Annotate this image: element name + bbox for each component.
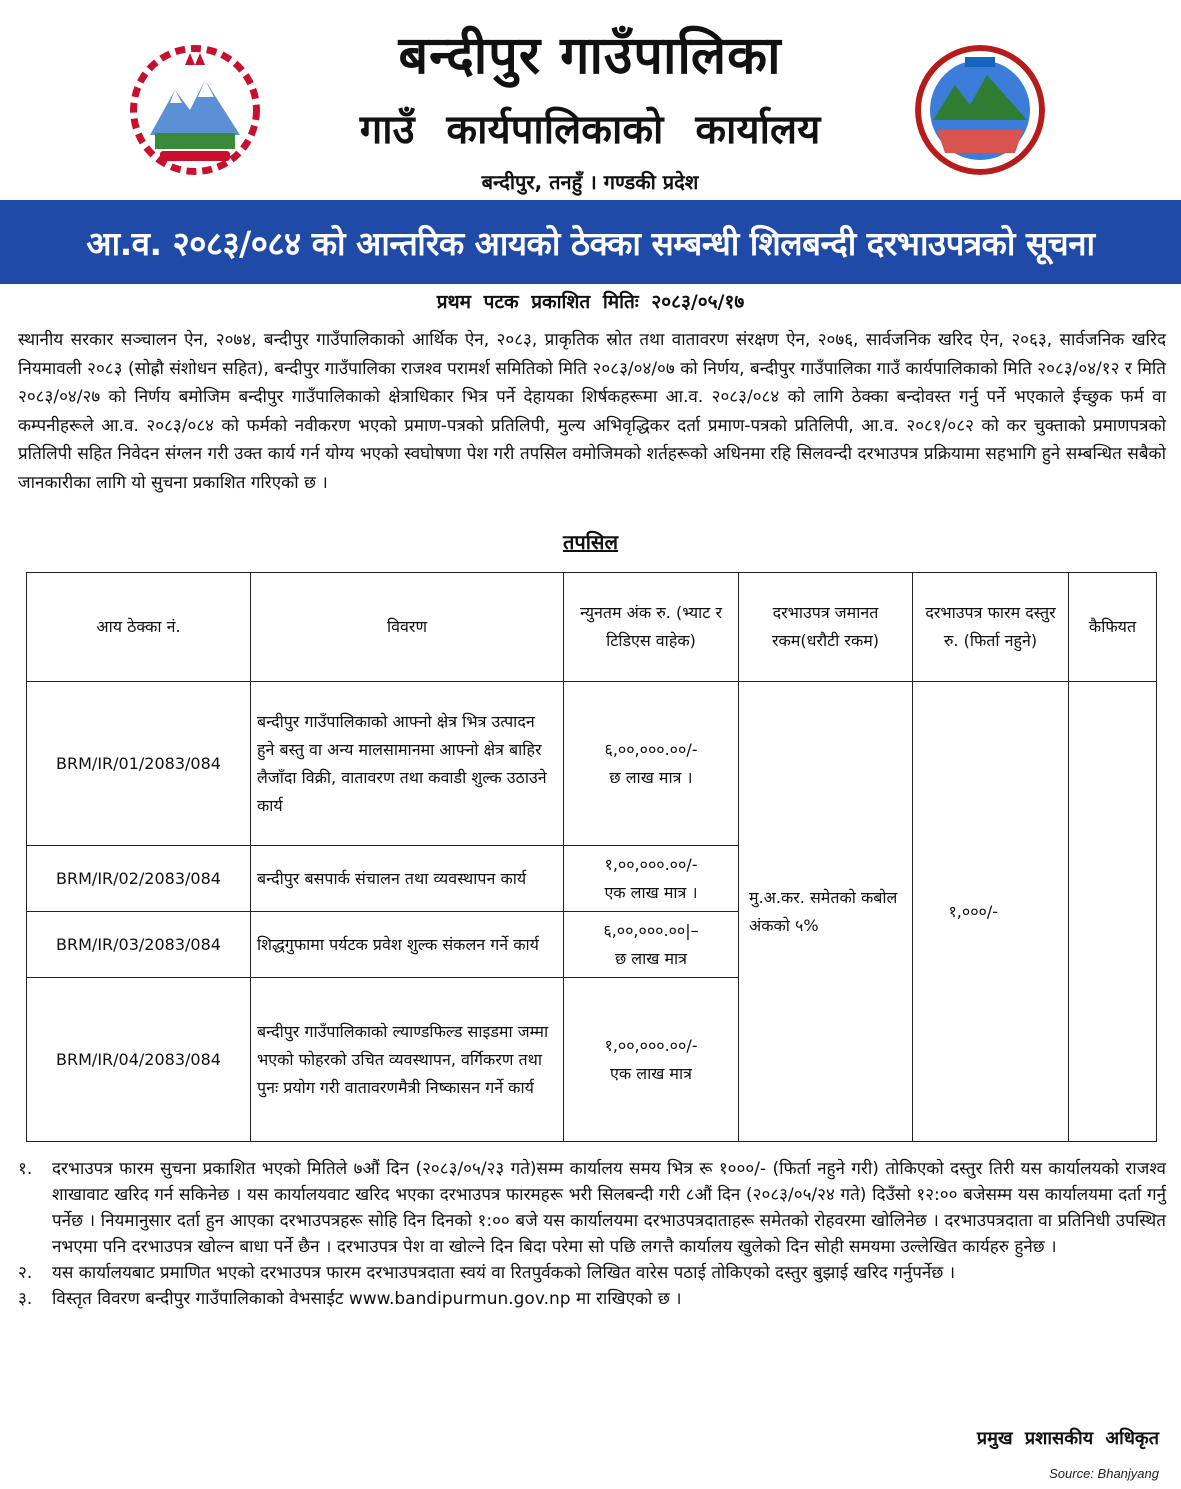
table-header-row [27, 573, 1157, 682]
contract-description: बन्दीपुर गाउँपालिकाको ल्याण्डफिल्ड साइडमा जम्मा भएको फोहरको उचित व्यवस्थापन, वर्गिकरण तथा पुनः प्रयोग गरी वातावरणमैत्री निष्कासन गर्ने कार्य [251, 978, 564, 1142]
min-amount-words: छ लाख मात्र [614, 948, 687, 968]
form-fee-cell: १,०००/- [913, 682, 1069, 1142]
note-number: १. [18, 1159, 33, 1179]
deposit-cell: मु.अ.कर. समेतको कबोल अंकको ५% [739, 682, 913, 1142]
min-amount: ६,००,०००.००/- [604, 739, 698, 759]
note-number: २. [18, 1263, 33, 1283]
contract-no: BRM/IR/01/2083/084 [27, 682, 251, 846]
remarks-cell [1069, 682, 1157, 1142]
notice-title: आ.व. २०८३/०८४ को आन्तरिक आयको ठेक्का सम्बन्धी शिलबन्दी दरभाउपत्रको सूचना [86, 224, 1095, 263]
contract-no: BRM/IR/04/2083/084 [27, 978, 251, 1142]
min-amount-words: एक लाख मात्र [610, 1063, 692, 1083]
list-item [18, 1286, 1166, 1312]
tender-table [26, 572, 1157, 1142]
header-form-fee: दरभाउपत्र फारम दस्तुर रु. (फिर्ता नहुने) [913, 573, 1069, 682]
min-amount-cell [564, 912, 739, 978]
municipality-name: बन्दीपुर गाउँपालिका [398, 26, 782, 86]
min-amount-words: छ लाख मात्र । [609, 767, 693, 787]
min-amount-words: एक लाख मात्र । [604, 882, 698, 902]
table-row [27, 682, 1157, 846]
list-item [18, 1156, 1166, 1260]
contract-description: बन्दीपुर बसपार्क संचालन तथा व्यवस्थापन कार्य [251, 846, 564, 912]
contract-no: BRM/IR/02/2083/084 [27, 846, 251, 912]
min-amount-cell [564, 846, 739, 912]
contract-description: बन्दीपुर गाउँपालिकाको आफ्नो क्षेत्र भित्र उत्पादन हुने बस्तु वा अन्य मालसामानमा आफ्नो क्षेत्र बाहिर लैजाँदा विक्री, वातावरण तथा कवाडी शुल्क उठाउने कार्य [251, 682, 564, 846]
note-text: यस कार्यालयबाट प्रमाणित भएको दरभाउपत्र फारम दरभाउपत्रदाता स्वयं वा रितपुर्वकको लिखित वारेस पठाई तोकिएको दस्तुर बुझाई खरिद गर्नुपर्नेछ । [52, 1263, 956, 1283]
min-amount: १,००,०००.००/- [604, 854, 698, 874]
office-location: बन्दीपुर, तनहुँ । गण्डकी प्रदेश [481, 170, 699, 194]
min-amount-cell [564, 978, 739, 1142]
notes-list [18, 1156, 1166, 1312]
note-number: ३. [18, 1289, 33, 1309]
contract-description: शिद्धगुफामा पर्यटक प्रवेश शुल्क संकलन गर्ने कार्य [251, 912, 564, 978]
source-credit: Source: Bhanjyang [1049, 1466, 1159, 1481]
header-deposit: दरभाउपत्र जमानत रकम(धरौटी रकम) [739, 573, 913, 682]
min-amount: १,००,०००.००/- [604, 1035, 698, 1055]
contract-no: BRM/IR/03/2083/084 [27, 912, 251, 978]
header-description: विवरण [251, 573, 564, 682]
schedule-heading: तपसिल [562, 530, 619, 554]
header-contract-no: आय ठेक्का नं. [27, 573, 251, 682]
office-name: गाउँ कार्यपालिकाको कार्यालय [359, 107, 821, 153]
nepal-national-emblem-icon [130, 45, 260, 175]
list-item [18, 1260, 1166, 1286]
bandipur-municipality-logo-icon [915, 45, 1045, 175]
min-amount-cell [564, 682, 739, 846]
published-date: प्रथम पटक प्रकाशित मितिः २०८३/०५/१७ [436, 291, 745, 313]
header-remarks: कैफियत [1069, 573, 1157, 682]
notice-title-banner [0, 200, 1181, 284]
intro-paragraph: स्थानीय सरकार सञ्चालन ऐन, २०७४, बन्दीपुर गाउँपालिकाको आर्थिक ऐन, २०८३, प्राकृतिक स्रोत तथा वातावरण संरक्षण ऐन, २०७६, सार्वजनिक खरिद ऐन, २०६३, सार्वजनिक खरिद नियमावली २०८३ (सोह्रौ संशोधन सहित), बन्दीपुर गाउँपालिका राजश्व परामर्श समितिको मिति २०८३/०४/०७ को निर्णय, बन्दीपुर गाउँपालिका गाउँ कार्यपालिकाको मिति २०८३/०४/१२ र मिति २०८३/०४/२७ को निर्णय बमोजिम बन्दीपुर गाउँपालिकाको क्षेत्राधिकार भित्र पर्ने देहायका शिर्षकहरूमा आ.व. २०८३/०८४ को लागि ठेक्का बन्दोवस्त गर्नु पर्ने भएकाले ईच्छुक फर्म वा कम्पनीहरूले आ.व. २०८३/०८४ को फर्मको नवीकरण भएको प्रमाण-पत्रको प्रतिलिपी, मुल्य अभिवृद्धिकर दर्ता प्रमाण-पत्रको प्रतिलिपी, आ.व. २०८१/०८२ को कर चुक्ताको प्रमाणपत्रको प्रतिलिपी सहित निवेदन संग्लन गरी उक्त कार्य गर्न योग्य भएको स्वघोषणा पेश गरी तपसिल वमोजिमको शर्तहरूको अधिनमा रहि सिलवन्दी दरभाउपत्र प्रक्रियामा सहभागि हुने सम्बन्धित सबैको जानकारीका लागि यो सुचना प्रकाशित गरिएको छ । [18, 330, 1166, 493]
signatory-title: प्रमुख प्रशासकीय अधिकृत [976, 1428, 1159, 1449]
note-text: दरभाउपत्र फारम सुचना प्रकाशित भएको मितिले ७औं दिन (२०८३/०५/२३ गते)सम्म कार्यालय समय भित्र रू १०००/- (फिर्ता नहुने गरी) तोकिएको दस्तुर तिरी यस कार्यालयको राजश्व शाखावाट खरिद गर्न सकिनेछ । यस कार्यालयवाट खरिद भएका दरभाउपत्र फारमहरू भरी सिलबन्दी गरी ८औं दिन (२०८३/०५/२४ गते) दिउँसो १२:०० बजेसम्म यस कार्यालयमा दर्ता गर्नु पर्नेछ । नियमानुसार दर्ता हुन आएका दरभाउपत्रहरू सोहि दिन दिनको १:०० बजे यस कार्यालयमा दरभाउपत्रदाताहरू समेतको रोहवरमा खोलिनेछ । दरभाउपत्रदाता वा प्रतिनिधी उपस्थित नभएमा पनि दरभाउपत्र खोल्न बाधा पर्ने छैन । दरभाउपत्र पेश वा खोल्ने दिन बिदा परेमा सो पछि लगत्तै कार्यालय खुलेको दिन सोही समयमा उल्लेखित कार्यहरु हुनेछ । [52, 1159, 1166, 1257]
note-text: विस्तृत विवरण बन्दीपुर गाउँपालिकाको वेभसाईट www.bandipurmun.gov.np मा राखिएको छ । [52, 1289, 682, 1309]
min-amount: ६,००,०००.००|– [603, 920, 699, 940]
header-min-amount: न्युनतम अंक रु. (भ्याट र टिडिएस वाहेक) [564, 573, 739, 682]
